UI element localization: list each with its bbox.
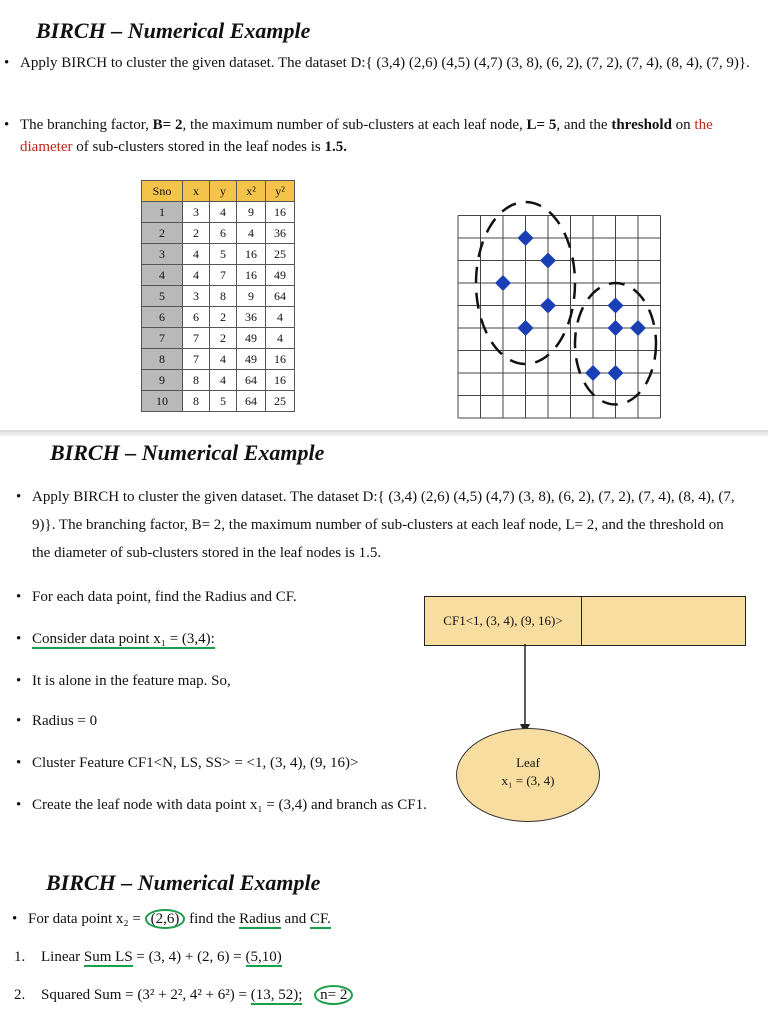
- table-cell: 5: [210, 244, 237, 265]
- table-header: Sno: [142, 181, 183, 202]
- table-cell: 3: [183, 286, 210, 307]
- leaf-node: [456, 728, 600, 822]
- leaf-label: Leaf: [516, 755, 540, 770]
- slide-2-bullet-radius: • Radius = 0: [16, 713, 98, 729]
- table-cell: 6: [210, 223, 237, 244]
- table-cell: 8: [183, 391, 210, 412]
- table-cell: 16: [237, 244, 266, 265]
- slide-2-bullet-find: • For each data point, find the Radius and CF.: [16, 589, 297, 605]
- table-row: [142, 391, 295, 412]
- table-cell: 4: [142, 265, 183, 286]
- data-point-marker: [608, 365, 624, 381]
- table-cell: 4: [210, 202, 237, 223]
- table-row: [142, 244, 295, 265]
- table-cell: 2: [210, 307, 237, 328]
- table-cell: 16: [237, 265, 266, 286]
- table-cell: 4: [183, 244, 210, 265]
- slide-2-bullet-dataset: • Apply BIRCH to cluster the given dataset. The dataset D:{ (3,4) (2,6) (4,5) (4,7) (3, 8), (6, 2), (7, 2), (7, 4), (8, 4), (7, 9)}. The branching factor, B= 2, the maximum number of sub-clusters at each leaf node, L= 2, and the threshold on the diameter of sub-clusters stored in the leaf nodes is 1.5.: [16, 489, 735, 561]
- cluster-plot: [448, 178, 680, 432]
- table-cell: 8: [142, 349, 183, 370]
- slide-1-bullet-dataset: • Apply BIRCH to cluster the given dataset. The dataset D:{ (3,4) (2,6) (4,5) (4,7) (3, 8), (6, 2), (7, 2), (7, 4), (8, 4), (7, 9)}.: [4, 55, 750, 71]
- table-cell: 6: [142, 307, 183, 328]
- slide-1-title: BIRCH – Numerical Example: [36, 18, 311, 43]
- table-cell: 1: [142, 202, 183, 223]
- table-header: y: [210, 181, 237, 202]
- plot-grid: [458, 216, 661, 419]
- table-cell: 64: [237, 370, 266, 391]
- table-cell: 25: [266, 244, 295, 265]
- table-row: [142, 307, 295, 328]
- data-point-marker: [585, 365, 601, 381]
- table-row: [142, 370, 295, 391]
- table-row: [142, 202, 295, 223]
- slide-2-title: BIRCH – Numerical Example: [50, 440, 325, 465]
- table-cell: 64: [266, 286, 295, 307]
- table-cell: 64: [237, 391, 266, 412]
- slide-3-item-linear-sum: 1. Linear Sum LS = (3, 4) + (2, 6) = (5,10): [14, 949, 282, 965]
- slide-2-bullet-create-leaf: • Create the leaf node with data point x₁ = (3,4) and branch as CF1.: [16, 797, 427, 813]
- table-row: [142, 349, 295, 370]
- table-cell: 7: [183, 328, 210, 349]
- table-cell: 8: [210, 286, 237, 307]
- table-cell: 4: [266, 307, 295, 328]
- slide-2-bullet-cf: • Cluster Feature CF1<N, LS, SS> = <1, (3, 4), (9, 16)>: [16, 755, 359, 771]
- data-point-marker: [540, 298, 556, 314]
- table-cell: 4: [183, 265, 210, 286]
- slide-divider: [0, 430, 768, 436]
- data-point-marker: [495, 275, 511, 291]
- table-cell: 7: [142, 328, 183, 349]
- table-cell: 16: [266, 349, 295, 370]
- table-cell: 3: [183, 202, 210, 223]
- dataset-table: [141, 180, 295, 412]
- table-cell: 2: [210, 328, 237, 349]
- data-point-marker: [608, 320, 624, 336]
- table-cell: 25: [266, 391, 295, 412]
- table-header: x: [183, 181, 210, 202]
- table-cell: 6: [183, 307, 210, 328]
- table-cell: 36: [237, 307, 266, 328]
- table-cell: 5: [142, 286, 183, 307]
- slide-1-bullet-params: • The branching factor, B= 2, the maximum number of sub-clusters at each leaf node, L= 5, and the threshold on the diameter of sub-clusters stored in the leaf nodes is 1.5.: [4, 117, 713, 155]
- table-header: y²: [266, 181, 295, 202]
- slide-3-bullet-point: • For data point x₂ = (2,6) find the Radius and CF.: [12, 911, 331, 927]
- table-cell: 4: [266, 328, 295, 349]
- table-header-row: [142, 181, 295, 202]
- table-cell: 10: [142, 391, 183, 412]
- table-cell: 7: [183, 349, 210, 370]
- slide-2-bullet-alone: • It is alone in the feature map. So,: [16, 673, 231, 689]
- data-point-marker: [518, 230, 534, 246]
- table-cell: 9: [237, 286, 266, 307]
- table-cell: 4: [210, 349, 237, 370]
- cf-tree-node: [424, 596, 746, 646]
- table-cell: 3: [142, 244, 183, 265]
- table-cell: 49: [237, 328, 266, 349]
- table-cell: 2: [142, 223, 183, 244]
- slide-3-item-squared-sum: 2. Squared Sum = (3² + 2², 4² + 6²) = (13, 52); n= 2: [14, 984, 353, 1006]
- slide-3-title: BIRCH – Numerical Example: [46, 870, 321, 895]
- table-cell: 49: [266, 265, 295, 286]
- table-cell: 8: [183, 370, 210, 391]
- table-row: [142, 328, 295, 349]
- table-cell: 36: [266, 223, 295, 244]
- slide-2-bullet-consider: • Consider data point x₁ = (3,4):: [16, 631, 215, 647]
- table-cell: 5: [210, 391, 237, 412]
- data-point-marker: [540, 253, 556, 269]
- table-row: [142, 265, 295, 286]
- table-cell: 4: [210, 370, 237, 391]
- table-cell: 9: [237, 202, 266, 223]
- table-header: x²: [237, 181, 266, 202]
- table-cell: 7: [210, 265, 237, 286]
- table-row: [142, 286, 295, 307]
- table-cell: 9: [142, 370, 183, 391]
- table-cell: 4: [237, 223, 266, 244]
- tree-arrow: [515, 644, 535, 736]
- table-cell: 16: [266, 202, 295, 223]
- data-point-marker: [608, 298, 624, 314]
- leaf-point: x₁ = (3, 4): [501, 773, 555, 788]
- table-cell: 49: [237, 349, 266, 370]
- table-cell: 16: [266, 370, 295, 391]
- data-point-marker: [630, 320, 646, 336]
- cf1-entry: CF1<1, (3, 4), (9, 16)>: [425, 597, 582, 645]
- table-cell: 2: [183, 223, 210, 244]
- table-row: [142, 223, 295, 244]
- data-point-marker: [518, 320, 534, 336]
